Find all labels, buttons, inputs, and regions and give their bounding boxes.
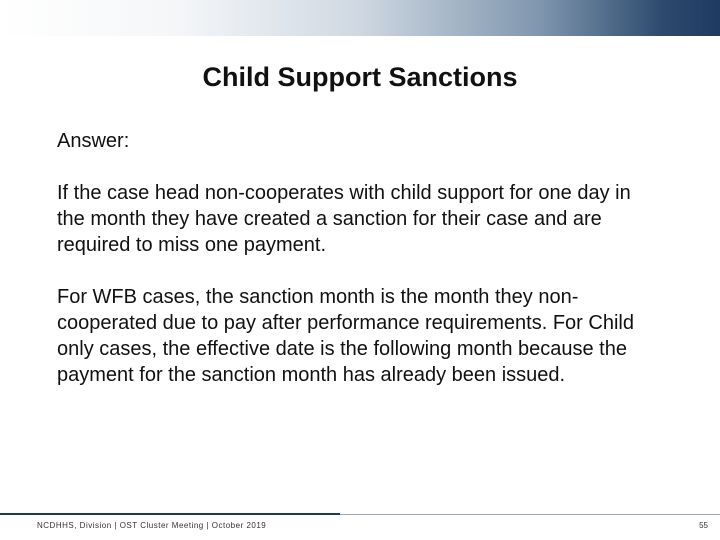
slide-title: Child Support Sanctions (202, 62, 518, 92)
answer-label: Answer: (57, 130, 130, 152)
footer-text: NCDHHS, Division | OST Cluster Meeting | October 2019 (37, 521, 267, 530)
page-number: 55 (699, 521, 708, 530)
slide-body (57, 128, 657, 388)
footer-divider-accent (0, 513, 340, 515)
paragraph-2: For WFB cases, the sanction month is the month they non-cooperated due to pay after performance requirements. For Child only cases, the effective date is the following month because the payment for the sanction month has already been issued. (57, 286, 634, 386)
header-gradient-band (0, 0, 720, 36)
paragraph-1: If the case head non-cooperates with child support for one day in the month they have created a sanction for their case and are required to miss one payment. (57, 182, 631, 256)
